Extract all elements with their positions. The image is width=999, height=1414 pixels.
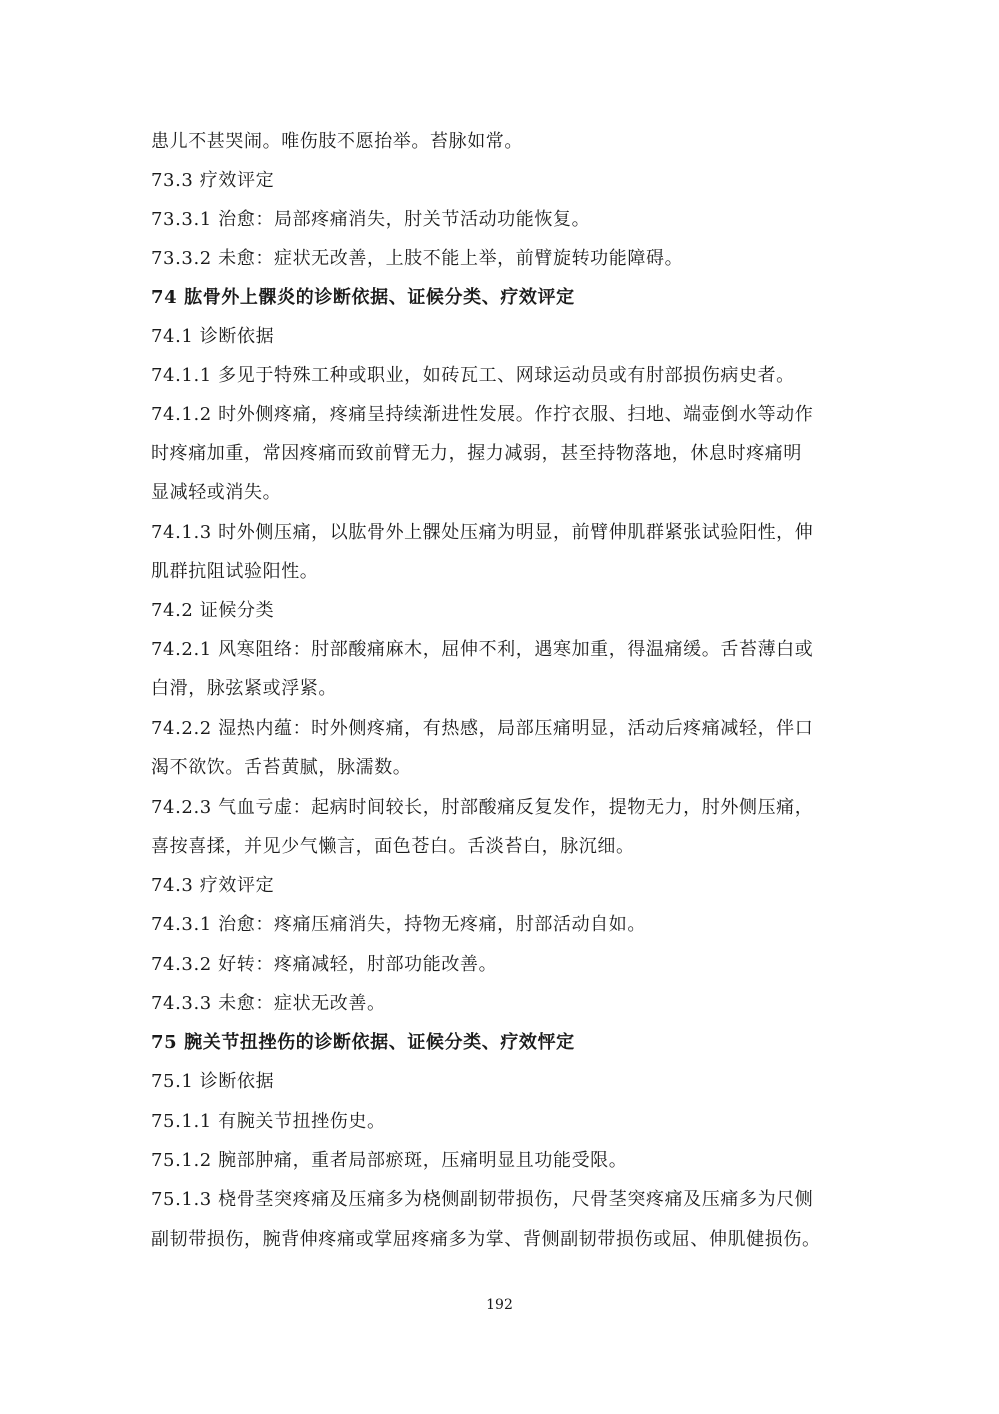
- text-line: 74.3.1 治愈：疼痛压痛消失，持物无疼痛，肘部活动自如。: [151, 914, 646, 935]
- text-line: 75.1.2 腕部肿痛，重者局部瘀斑，压痛明显且功能受限。: [151, 1150, 628, 1171]
- page-number: 192: [486, 1297, 513, 1313]
- section-heading: 75.1 诊断依据: [151, 1071, 275, 1092]
- text-line: 患儿不甚哭闹。唯伤肢不愿抬举。苔脉如常。: [151, 131, 523, 152]
- text-line: 显减轻或消失。: [151, 482, 282, 503]
- section-heading: 74.3 疗效评定: [151, 875, 275, 896]
- text-line: 74.1.2 时外侧疼痛，疼痛呈持续渐进性发展。作拧衣服、扫地、端壶倒水等动作: [151, 404, 814, 425]
- section-heading: 73.3 疗效评定: [151, 170, 275, 191]
- text-line: 74.1.1 多见于特殊工种或职业，如砖瓦工、网球运动员或有肘部损伤病史者。: [151, 365, 795, 386]
- chapter-heading: 74 肱骨外上髁炎的诊断依据、证候分类、疗效评定: [151, 287, 575, 308]
- text-line: 喜按喜揉，并见少气懒言，面色苍白。舌淡苔白，脉沉细。: [151, 836, 635, 857]
- text-line: 肌群抗阻试验阳性。: [151, 561, 319, 582]
- text-line: 74.1.3 时外侧压痛，以肱骨外上髁处压痛为明显，前臂伸肌群紧张试验阳性，伸: [151, 522, 814, 543]
- text-line: 75.1.1 有腕关节扭挫伤史。: [151, 1111, 386, 1132]
- text-line: 渴不欲饮。舌苔黄腻，脉濡数。: [151, 757, 412, 778]
- section-heading: 74.1 诊断依据: [151, 326, 275, 347]
- section-heading: 74.2 证候分类: [151, 600, 275, 621]
- text-line: 时疼痛加重，常因疼痛而致前臂无力，握力减弱，甚至持物落地，休息时疼痛明: [151, 443, 802, 464]
- text-line: 74.3.2 好转：疼痛减轻，肘部功能改善。: [151, 954, 498, 975]
- text-line: 74.2.3 气血亏虚：起病时间较长，肘部酸痛反复发作，提物无力，肘外侧压痛，: [151, 797, 814, 818]
- chapter-heading: 75 腕关节扭挫伤的诊断依据、证候分类、疗效怦定: [151, 1032, 575, 1053]
- text-line: 副韧带损伤，腕背伸疼痛或掌屈疼痛多为掌、背侧副韧带损伤或屈、伸肌健损伤。: [151, 1229, 821, 1250]
- text-line: 白滑，脉弦紧或浮紧。: [151, 678, 337, 699]
- text-line: 73.3.2 未愈：症状无改善，上肢不能上举，前臂旋转功能障碍。: [151, 248, 684, 269]
- text-line: 74.2.2 湿热内蕴：时外侧疼痛，有热感，局部压痛明显，活动后疼痛减轻，伴口: [151, 718, 814, 739]
- text-line: 73.3.1 治愈：局部疼痛消失，肘关节活动功能恢复。: [151, 209, 591, 230]
- text-line: 75.1.3 桡骨茎突疼痛及压痛多为桡侧副韧带损伤，尺骨茎突疼痛及压痛多为尺侧: [151, 1189, 814, 1210]
- text-line: 74.2.1 风寒阻络：肘部酸痛麻木，屈伸不利，遇寒加重，得温痛缓。舌苔薄白或: [151, 639, 814, 660]
- text-line: 74.3.3 未愈：症状无改善。: [151, 993, 386, 1014]
